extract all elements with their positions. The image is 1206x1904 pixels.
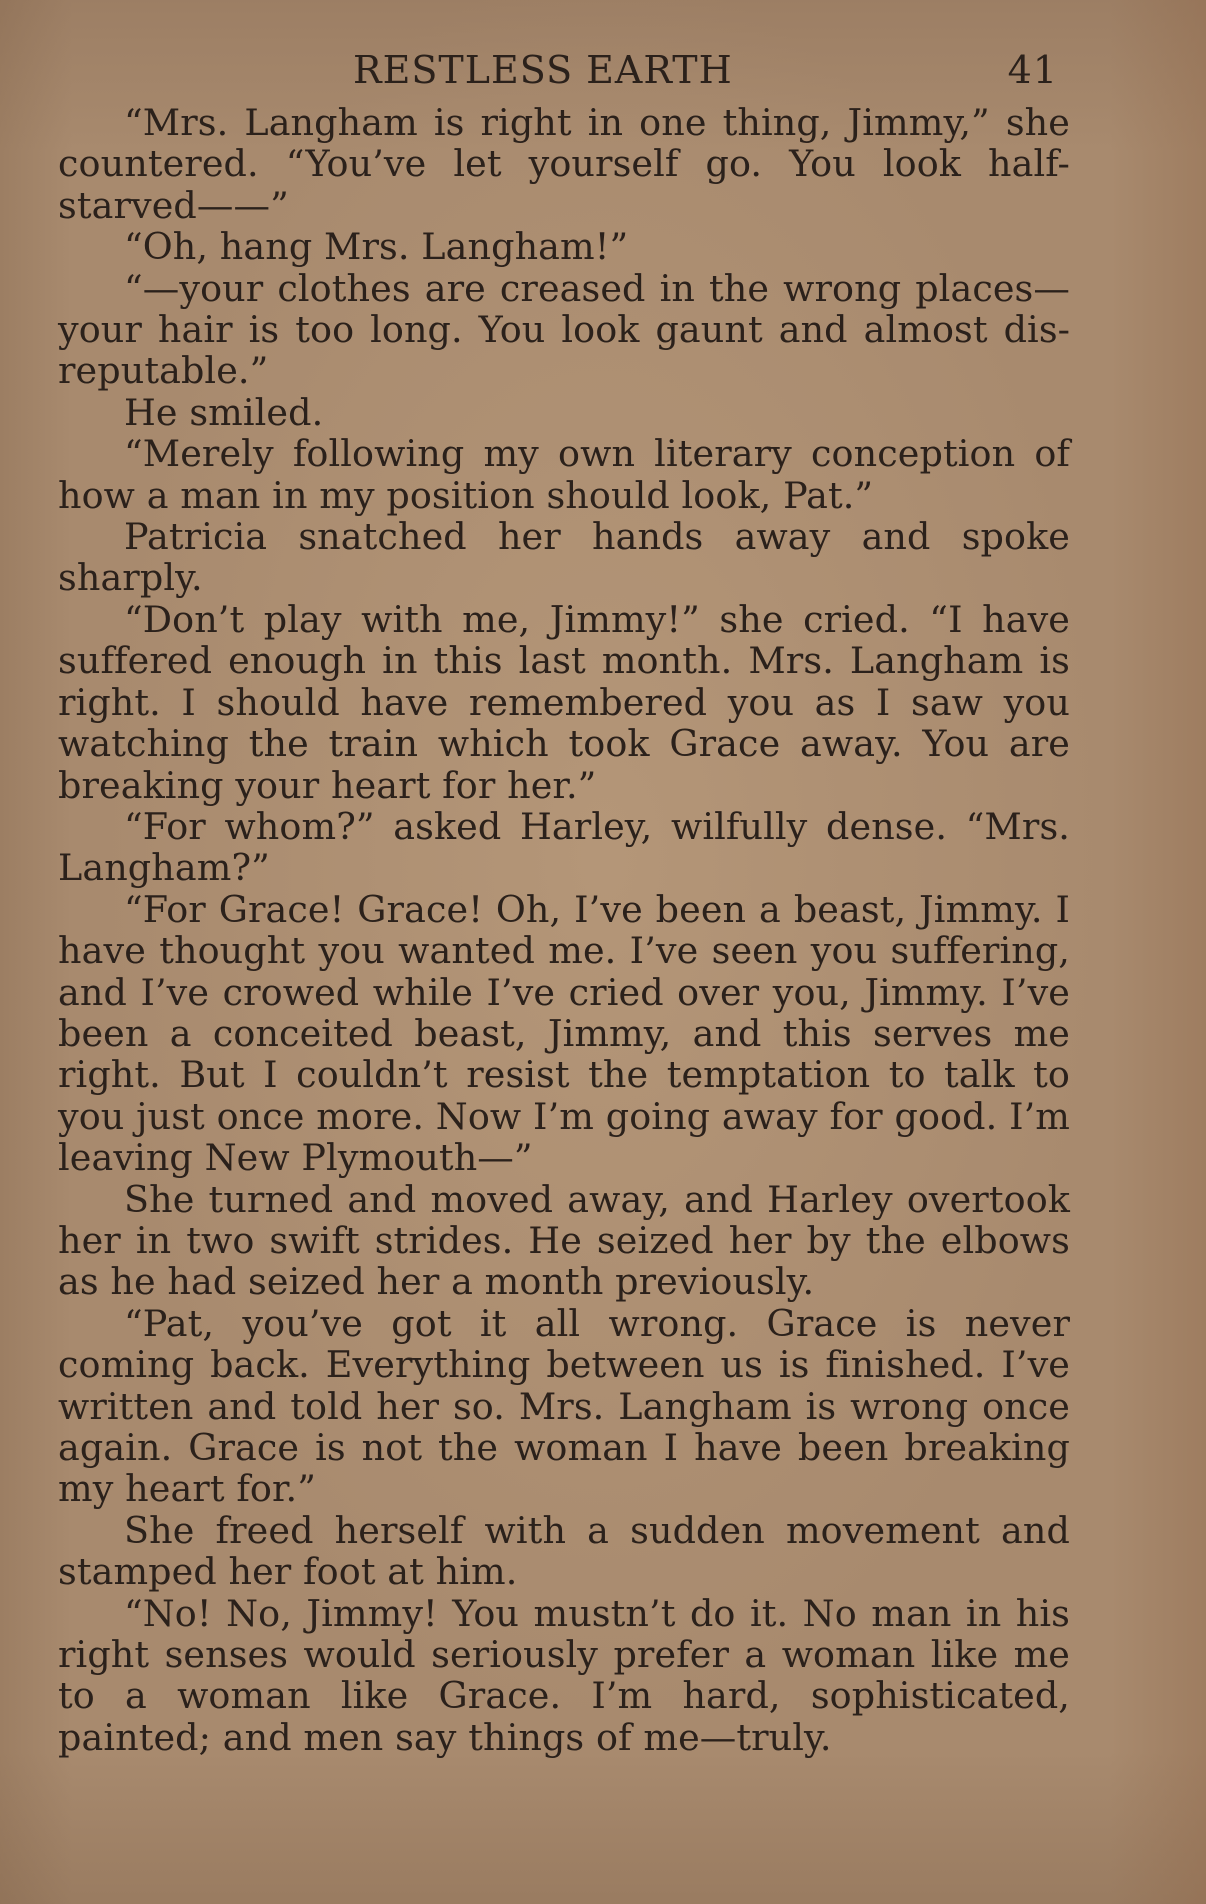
running-header	[58, 44, 1070, 102]
body-text	[58, 102, 1070, 1758]
paragraph: She freed herself with a sudden movement and stamped her foot at him.	[58, 1508, 1070, 1594]
paragraph: “Mrs. Langham is right in one thing, Jimmy,” she countered. “You’ve let yourself go. You look half-starved——”	[58, 101, 1070, 227]
paragraph: “For whom?” asked Harley, wilfully dense. “Mrs. Langham?”	[58, 804, 1070, 890]
paragraph: “For Grace! Grace! Oh, I’ve been a beast, Jimmy. I have thought you wanted me. I’ve seen you suffering, and I’ve crowed while I’ve cried over you, Jimmy. I’ve been a conceited beast, Jimmy, and this serves me right. But I couldn’t resist the temptation to talk to you just once more. Now I’m going away for good. I’m leaving New Plymouth—”	[58, 887, 1070, 1180]
paragraph: He smiled.	[124, 390, 324, 434]
running-title: RESTLESS EARTH	[353, 48, 733, 92]
paragraph: “Oh, hang Mrs. Langham!”	[124, 225, 629, 269]
page-number: 41	[1007, 48, 1058, 92]
paragraph: “—your clothes are creased in the wrong places—your hair is too long. You look gaunt and almost disreputable.”	[58, 266, 1070, 393]
paragraph: “Merely following my own literary conception of how a man in my position should look, Pat.”	[58, 432, 1070, 517]
paragraph: She turned and moved away, and Harley overtook her in two swift strides. He seized her by the elbows as he had seized her a month previously.	[58, 1177, 1070, 1304]
paragraph: “No! No, Jimmy! You mustn’t do it. No man in his right senses would seriously prefer a woman like me to a woman like Grace. I’m hard, sophisticated, painted; and men say things of me—truly.	[58, 1591, 1070, 1759]
paragraph: “Don’t play with me, Jimmy!” she cried. “I have suffered enough in this last month. Mrs. Langham is right. I should have remembered you as I saw you watching the train which took Grace away. You are breaking your heart for her.”	[58, 597, 1070, 807]
book-page	[58, 44, 1070, 1758]
paragraph: “Pat, you’ve got it all wrong. Grace is never coming back. Everything between us is finished. I’ve written and told her so. Mrs. Langham is wrong once again. Grace is not the woman I have been breaking my heart for.”	[58, 1301, 1070, 1511]
paragraph: Patricia snatched her hands away and spoke sharply.	[58, 515, 1070, 600]
